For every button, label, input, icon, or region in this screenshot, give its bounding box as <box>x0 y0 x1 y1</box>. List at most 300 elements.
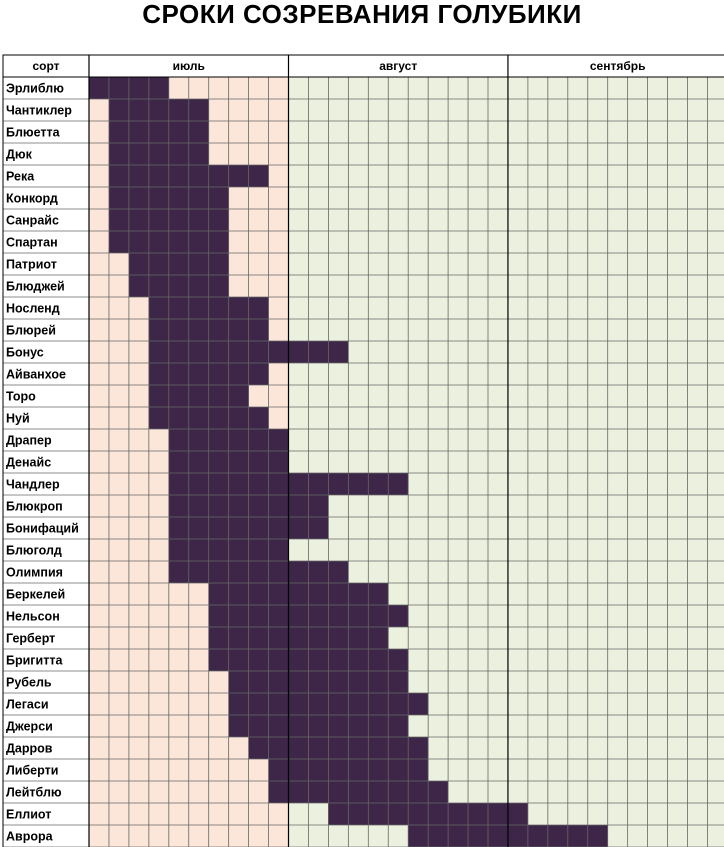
ripening-cell <box>388 715 408 737</box>
ripening-cell <box>249 605 269 627</box>
ripening-cell <box>209 407 229 429</box>
ripening-cell <box>269 759 289 781</box>
ripening-cell <box>189 495 209 517</box>
ripening-cell <box>348 671 368 693</box>
ripening-cell <box>189 561 209 583</box>
variety-label: Дюк <box>6 147 32 162</box>
ripening-cell <box>169 517 189 539</box>
ripening-cell <box>149 319 169 341</box>
ripening-cell <box>169 363 189 385</box>
ripening-cell <box>109 121 129 143</box>
column-shading <box>548 77 568 847</box>
ripening-cell <box>209 341 229 363</box>
ripening-cell <box>408 825 428 847</box>
variety-label: Чантиклер <box>6 103 72 118</box>
ripening-cell <box>189 407 209 429</box>
ripening-cell <box>408 759 428 781</box>
ripening-cell <box>189 539 209 561</box>
ripening-cell <box>328 561 348 583</box>
ripening-cell <box>209 319 229 341</box>
ripening-cell <box>249 627 269 649</box>
ripening-cell <box>209 495 229 517</box>
ripening-cell <box>368 473 388 495</box>
ripening-cell <box>368 693 388 715</box>
ripening-cell <box>249 517 269 539</box>
ripening-cell <box>149 143 169 165</box>
ripening-cell <box>109 77 129 99</box>
column-shading <box>488 77 508 847</box>
ripening-cell <box>368 737 388 759</box>
ripening-cell <box>249 165 269 187</box>
ripening-cell <box>229 385 249 407</box>
ripening-cell <box>269 473 289 495</box>
variety-label: Денайс <box>6 455 52 470</box>
ripening-cell <box>109 99 129 121</box>
ripening-cell <box>169 495 189 517</box>
ripening-cell <box>149 363 169 385</box>
ripening-cell <box>189 209 209 231</box>
ripening-cell <box>229 671 249 693</box>
ripening-cell <box>189 517 209 539</box>
ripening-cell <box>408 781 428 803</box>
ripening-cell <box>269 671 289 693</box>
ripening-cell <box>368 583 388 605</box>
ripening-cell <box>348 737 368 759</box>
column-shading <box>628 77 648 847</box>
month-label: июль <box>172 59 205 73</box>
ripening-cell <box>289 605 309 627</box>
ripening-cell <box>468 825 488 847</box>
ripening-cell <box>269 341 289 363</box>
ripening-cell <box>388 649 408 671</box>
variety-label: Герберт <box>6 631 56 646</box>
ripening-cell <box>289 627 309 649</box>
ripening-cell <box>348 715 368 737</box>
column-shading <box>89 77 109 847</box>
ripening-cell <box>508 803 528 825</box>
ripening-cell <box>229 297 249 319</box>
ripening-cell <box>189 275 209 297</box>
variety-label: Джерси <box>6 719 53 734</box>
variety-label: Либерти <box>6 763 59 778</box>
ripening-cell <box>249 341 269 363</box>
ripening-cell <box>269 495 289 517</box>
ripening-cell <box>129 165 149 187</box>
ripening-cell <box>308 341 328 363</box>
ripening-cell <box>328 341 348 363</box>
ripening-cell <box>209 231 229 253</box>
ripening-cell <box>109 231 129 253</box>
ripening-cell <box>289 671 309 693</box>
ripening-cell <box>229 627 249 649</box>
ripening-cell <box>348 693 368 715</box>
variety-label: Рубель <box>6 675 52 690</box>
variety-label: Драпер <box>6 433 52 448</box>
ripening-cell <box>269 715 289 737</box>
ripening-cell <box>129 231 149 253</box>
variety-label: Нельсон <box>6 609 60 624</box>
ripening-cell <box>209 253 229 275</box>
ripening-cell <box>388 605 408 627</box>
ripening-cell <box>308 671 328 693</box>
ripening-cell <box>408 737 428 759</box>
ripening-cell <box>408 803 428 825</box>
ripening-cell <box>328 781 348 803</box>
ripening-cell <box>269 517 289 539</box>
ripening-cell <box>169 121 189 143</box>
ripening-cell <box>209 473 229 495</box>
ripening-cell <box>189 473 209 495</box>
ripening-cell <box>129 77 149 99</box>
ripening-cell <box>368 803 388 825</box>
column-shading <box>608 77 628 847</box>
ripening-cell <box>308 649 328 671</box>
ripening-cell <box>428 825 448 847</box>
ripening-cell <box>169 165 189 187</box>
ripening-cell <box>109 209 129 231</box>
ripening-cell <box>368 715 388 737</box>
ripening-cell <box>368 781 388 803</box>
ripening-cell <box>229 165 249 187</box>
variety-label: Эрлиблю <box>6 81 64 96</box>
ripening-cell <box>269 781 289 803</box>
ripening-cell <box>209 275 229 297</box>
variety-label: Аврора <box>6 829 53 844</box>
ripening-cell <box>229 495 249 517</box>
ripening-cell <box>249 561 269 583</box>
ripening-cell <box>328 737 348 759</box>
ripening-cell <box>189 319 209 341</box>
ripening-cell <box>269 583 289 605</box>
variety-label: Бонус <box>6 345 44 360</box>
column-shading <box>508 77 528 847</box>
ripening-cell <box>249 715 269 737</box>
variety-label: Еллиот <box>6 807 52 822</box>
ripening-cell <box>169 209 189 231</box>
ripening-cell <box>328 473 348 495</box>
ripening-cell <box>328 759 348 781</box>
ripening-cell <box>289 737 309 759</box>
ripening-cell <box>189 363 209 385</box>
ripening-cell <box>209 649 229 671</box>
ripening-cell <box>209 429 229 451</box>
ripening-cell <box>289 495 309 517</box>
ripening-cell <box>249 539 269 561</box>
ripening-cell <box>448 803 468 825</box>
ripening-cell <box>209 451 229 473</box>
ripening-cell <box>229 451 249 473</box>
ripening-cell <box>308 473 328 495</box>
ripening-cell <box>308 583 328 605</box>
ripening-cell <box>109 187 129 209</box>
ripening-cell <box>169 451 189 473</box>
ripening-cell <box>169 319 189 341</box>
ripening-cell <box>169 143 189 165</box>
ripening-cell <box>428 781 448 803</box>
ripening-cell <box>209 209 229 231</box>
ripening-cell <box>269 561 289 583</box>
ripening-cell <box>209 517 229 539</box>
ripening-cell <box>348 605 368 627</box>
ripening-cell <box>169 429 189 451</box>
ripening-cell <box>249 693 269 715</box>
ripening-cell <box>269 605 289 627</box>
ripening-cell <box>308 495 328 517</box>
variety-label: Торо <box>6 389 36 404</box>
ripening-cell <box>308 781 328 803</box>
ripening-cell <box>209 583 229 605</box>
ripening-cell <box>249 363 269 385</box>
ripening-cell <box>428 803 448 825</box>
ripening-cell <box>388 693 408 715</box>
ripening-cell <box>109 143 129 165</box>
ripening-cell <box>229 363 249 385</box>
ripening-cell <box>269 539 289 561</box>
ripening-cell <box>368 649 388 671</box>
ripening-cell <box>269 627 289 649</box>
ripening-cell <box>169 385 189 407</box>
ripening-cell <box>189 165 209 187</box>
ripening-cell <box>229 583 249 605</box>
ripening-cell <box>348 473 368 495</box>
ripening-cell <box>289 649 309 671</box>
row-header-label: сорт <box>32 59 60 73</box>
ripening-cell <box>328 605 348 627</box>
ripening-cell <box>209 165 229 187</box>
ripening-cell <box>388 759 408 781</box>
ripening-cell <box>368 759 388 781</box>
ripening-cell <box>229 407 249 429</box>
ripening-cell <box>408 693 428 715</box>
ripening-cell <box>328 803 348 825</box>
ripening-cell <box>269 693 289 715</box>
ripening-cell <box>229 715 249 737</box>
ripening-cell <box>129 99 149 121</box>
ripening-cell <box>388 803 408 825</box>
ripening-cell <box>149 99 169 121</box>
month-label: сентябрь <box>589 59 646 73</box>
ripening-cell <box>388 473 408 495</box>
ripening-cell <box>149 407 169 429</box>
ripening-cell <box>508 825 528 847</box>
column-shading <box>707 77 724 847</box>
ripening-cell <box>548 825 568 847</box>
ripening-cell <box>528 825 548 847</box>
ripening-cell <box>368 605 388 627</box>
ripening-cell <box>289 693 309 715</box>
ripening-cell <box>468 803 488 825</box>
variety-label: Легаси <box>6 697 49 712</box>
ripening-cell <box>169 187 189 209</box>
ripening-cell <box>289 583 309 605</box>
variety-label: Бригитта <box>6 653 63 668</box>
month-label: август <box>379 59 418 73</box>
variety-label: Бонифаций <box>6 521 79 536</box>
ripening-cell <box>129 209 149 231</box>
ripening-cell <box>169 99 189 121</box>
ripening-cell <box>348 583 368 605</box>
ripening-cell <box>568 825 588 847</box>
ripening-cell <box>488 803 508 825</box>
column-shading <box>568 77 588 847</box>
ripening-cell <box>269 649 289 671</box>
variety-label: Блюголд <box>6 543 62 558</box>
ripening-cell <box>209 363 229 385</box>
variety-label: Конкорд <box>6 191 58 206</box>
ripening-cell <box>488 825 508 847</box>
column-shading <box>588 77 608 847</box>
ripening-cell <box>149 187 169 209</box>
ripening-cell <box>189 341 209 363</box>
ripening-cell <box>209 297 229 319</box>
ripening-cell <box>169 407 189 429</box>
variety-label: Нуй <box>6 411 30 426</box>
column-shading <box>428 77 448 847</box>
ripening-cell <box>249 319 269 341</box>
ripening-cell <box>368 671 388 693</box>
ripening-cell <box>328 693 348 715</box>
ripening-cell <box>269 429 289 451</box>
ripening-cell <box>308 715 328 737</box>
ripening-cell <box>189 429 209 451</box>
variety-label: Блюкроп <box>6 499 63 514</box>
variety-label: Айванхое <box>6 367 66 382</box>
ripening-cell <box>249 429 269 451</box>
ripening-cell <box>169 341 189 363</box>
ripening-cell <box>289 781 309 803</box>
ripening-cell <box>249 649 269 671</box>
ripening-cell <box>189 143 209 165</box>
ripening-cell <box>308 737 328 759</box>
ripening-cell <box>308 605 328 627</box>
ripening-cell <box>289 473 309 495</box>
ripening-cell <box>169 253 189 275</box>
column-shading <box>648 77 668 847</box>
ripening-cell <box>308 561 328 583</box>
ripening-cell <box>109 165 129 187</box>
column-shading <box>528 77 548 847</box>
column-shading <box>688 77 708 847</box>
ripening-cell <box>209 385 229 407</box>
ripening-cell <box>588 825 608 847</box>
ripening-cell <box>388 671 408 693</box>
variety-label: Патриот <box>6 257 57 272</box>
ripening-cell <box>269 737 289 759</box>
ripening-cell <box>348 649 368 671</box>
variety-label: Санрайс <box>6 213 59 228</box>
ripening-cell <box>169 539 189 561</box>
ripening-cell <box>189 121 209 143</box>
ripening-cell <box>209 627 229 649</box>
ripening-cell <box>448 825 468 847</box>
ripening-cell <box>229 319 249 341</box>
variety-label: Лейтблю <box>6 785 62 800</box>
variety-label: Блюрей <box>6 323 56 338</box>
ripening-cell <box>289 561 309 583</box>
ripening-cell <box>328 649 348 671</box>
ripening-cell <box>348 803 368 825</box>
ripening-cell <box>308 759 328 781</box>
ripening-cell <box>149 385 169 407</box>
ripening-cell <box>149 253 169 275</box>
ripening-cell <box>289 517 309 539</box>
ripening-cell <box>308 693 328 715</box>
variety-label: Дарров <box>6 741 53 756</box>
ripening-cell <box>129 121 149 143</box>
variety-label: Беркелей <box>6 587 66 602</box>
ripening-cell <box>189 385 209 407</box>
ripening-cell <box>229 649 249 671</box>
ripening-cell <box>189 253 209 275</box>
ripening-cell <box>129 253 149 275</box>
ripening-cell <box>149 165 169 187</box>
ripening-cell <box>348 627 368 649</box>
ripening-cell <box>189 451 209 473</box>
variety-label: Блюетта <box>6 125 60 140</box>
ripening-cell <box>209 187 229 209</box>
ripening-cell <box>149 231 169 253</box>
variety-label: Олимпия <box>6 565 63 580</box>
ripening-cell <box>229 429 249 451</box>
ripening-cell <box>149 275 169 297</box>
ripening-cell <box>289 341 309 363</box>
ripening-cell <box>249 407 269 429</box>
ripening-cell <box>308 517 328 539</box>
ripening-cell <box>249 473 269 495</box>
ripening-cell <box>308 627 328 649</box>
ripening-cell <box>249 297 269 319</box>
ripening-cell <box>328 583 348 605</box>
ripening-cell <box>229 693 249 715</box>
ripening-cell <box>289 715 309 737</box>
ripening-cell <box>169 297 189 319</box>
ripening-cell <box>249 451 269 473</box>
chart-title: СРОКИ СОЗРЕВАНИЯ ГОЛУБИКИ <box>142 0 582 29</box>
variety-label: Блюджей <box>6 279 65 294</box>
column-shading <box>408 77 428 847</box>
ripening-cell <box>149 121 169 143</box>
ripening-cell <box>89 77 109 99</box>
ripening-cell <box>149 341 169 363</box>
ripening-cell <box>169 231 189 253</box>
ripening-cell <box>169 561 189 583</box>
variety-label: Носленд <box>6 301 60 316</box>
ripening-cell <box>388 781 408 803</box>
ripening-cell <box>388 737 408 759</box>
ripening-cell <box>189 99 209 121</box>
ripening-cell <box>328 671 348 693</box>
column-shading <box>448 77 468 847</box>
ripening-cell <box>249 671 269 693</box>
ripening-cell <box>348 781 368 803</box>
ripening-cell <box>249 495 269 517</box>
ripening-cell <box>229 605 249 627</box>
ripening-cell <box>289 759 309 781</box>
ripening-cell <box>249 737 269 759</box>
ripening-cell <box>229 517 249 539</box>
ripening-cell <box>328 715 348 737</box>
ripening-cell <box>129 143 149 165</box>
ripening-cell <box>149 209 169 231</box>
ripening-cell <box>269 451 289 473</box>
ripening-cell <box>229 341 249 363</box>
ripening-cell <box>249 583 269 605</box>
ripening-cell <box>209 539 229 561</box>
ripening-cell <box>229 561 249 583</box>
ripening-cell <box>229 473 249 495</box>
ripening-cell <box>129 275 149 297</box>
variety-label: Чандлер <box>6 477 60 492</box>
